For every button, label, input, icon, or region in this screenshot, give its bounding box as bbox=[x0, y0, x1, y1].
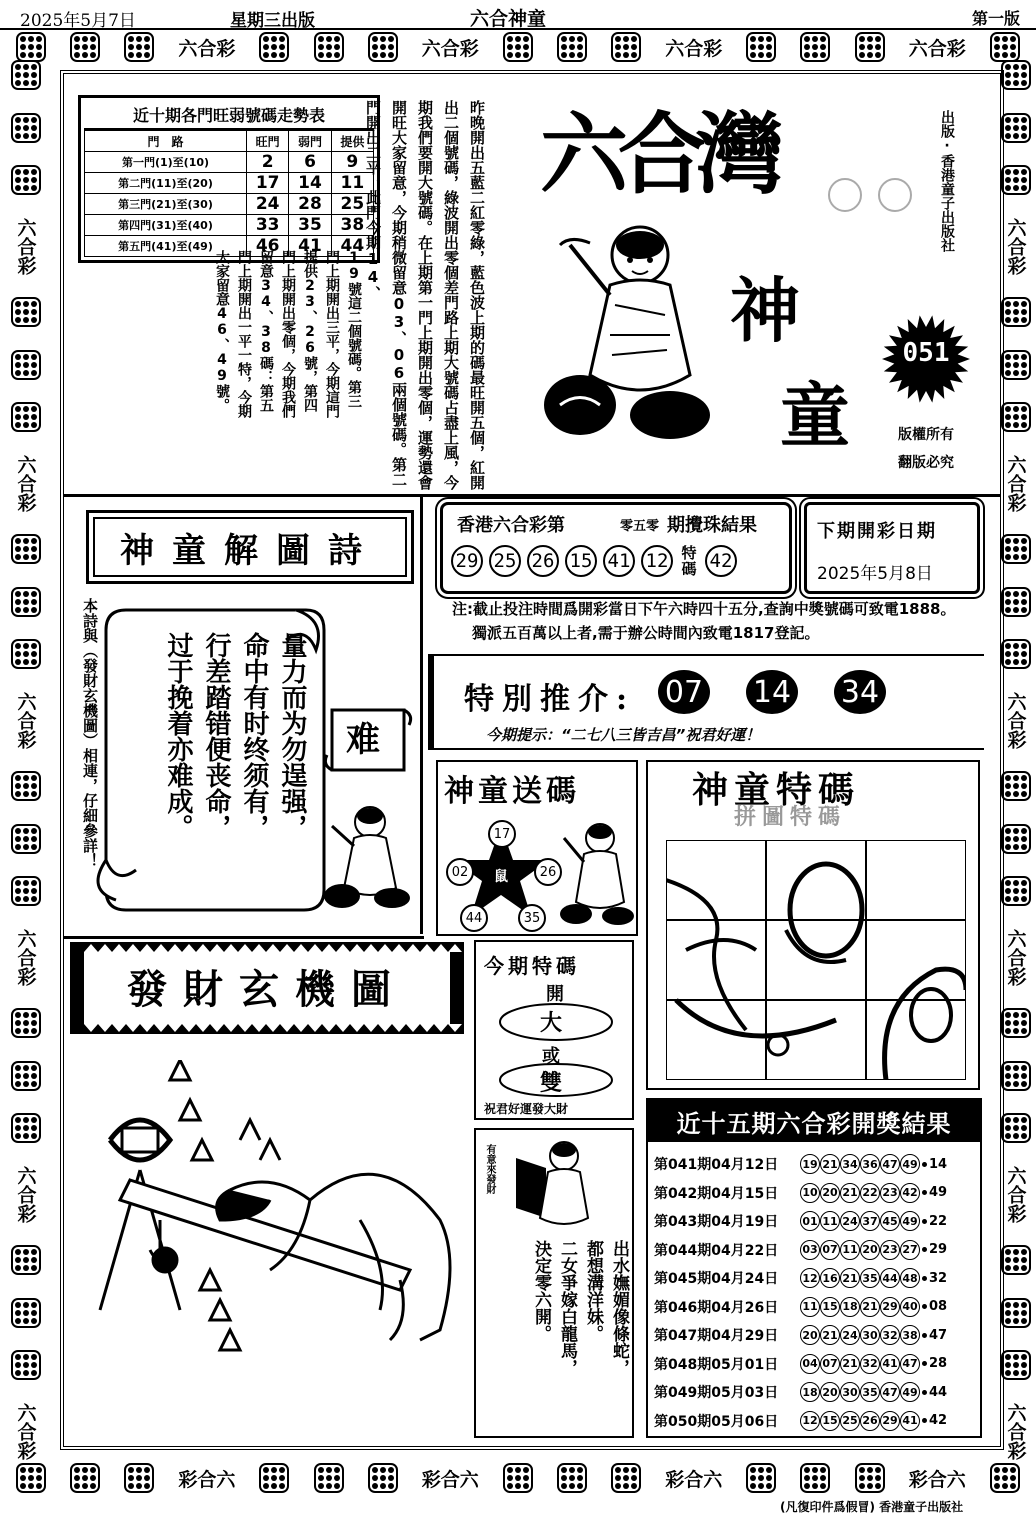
draw-result-box bbox=[440, 502, 792, 594]
dice-icon bbox=[1001, 1061, 1031, 1091]
special-dot bbox=[922, 1247, 927, 1252]
send-code-title: 神童送碼 bbox=[444, 774, 580, 809]
divider-line bbox=[64, 494, 1000, 497]
header-bar bbox=[0, 0, 1036, 30]
dice-icon bbox=[1001, 771, 1031, 801]
result-ball: 19 bbox=[800, 1154, 820, 1174]
result-special: 08 bbox=[929, 1299, 948, 1314]
result-ball: 42 bbox=[900, 1183, 920, 1203]
logo-shen-char: 神 bbox=[730, 269, 800, 352]
result-ball: 21 bbox=[860, 1297, 880, 1317]
result-ball: 03 bbox=[800, 1240, 820, 1260]
border-label: 六合彩 bbox=[14, 1165, 37, 1223]
dice-icon bbox=[11, 297, 41, 327]
result-label: 第041期04月12日 bbox=[654, 1157, 779, 1173]
dice-icon bbox=[1001, 402, 1031, 432]
trend-cell-cold: 14 bbox=[289, 173, 331, 194]
dice-icon bbox=[1001, 1113, 1031, 1143]
result-label: 第049期05月03日 bbox=[654, 1385, 779, 1401]
result-row bbox=[654, 1264, 947, 1292]
special-dot bbox=[922, 1162, 927, 1167]
result-label: 第047期04月29日 bbox=[654, 1328, 779, 1344]
result-row bbox=[654, 1179, 947, 1207]
send-ball-bottom-left: 44 bbox=[460, 904, 488, 932]
poem-line: 行差踏错便丧命， bbox=[201, 632, 231, 840]
result-ball: 16 bbox=[820, 1268, 840, 1288]
draw-balls bbox=[451, 545, 737, 577]
trend-table-title: 近十期各門旺弱號碼走勢表 bbox=[84, 101, 374, 130]
dice-icon bbox=[11, 402, 41, 432]
copyright-line-2: 翻版必究 bbox=[898, 455, 954, 471]
dice-icon bbox=[503, 32, 533, 62]
dice-icon bbox=[11, 1113, 41, 1143]
result-ball: 34 bbox=[840, 1154, 860, 1174]
draw-ball: 15 bbox=[565, 545, 597, 577]
dice-icon bbox=[70, 32, 100, 62]
special-dot bbox=[922, 1276, 927, 1281]
result-ball: 26 bbox=[860, 1411, 880, 1431]
result-ball: 24 bbox=[840, 1211, 860, 1231]
dice-icon bbox=[746, 1463, 776, 1493]
divider-line bbox=[420, 494, 423, 934]
recommend-title: 特別推介: bbox=[464, 682, 636, 717]
draw-ball: 29 bbox=[451, 545, 483, 577]
dice-icon bbox=[259, 32, 289, 62]
dice-icon bbox=[1001, 60, 1031, 90]
riddle-lines bbox=[510, 1240, 630, 1430]
dice-icon bbox=[746, 32, 776, 62]
result-ball: 21 bbox=[820, 1154, 840, 1174]
result-ball: 21 bbox=[820, 1325, 840, 1345]
analysis-text-cont: 19號這二個號碼。第三門上期開出三平，今期這門提供23、26號，第四門上期開出零個，今期我們留意34、38碼：第五門上期開出一平一特，今期大家留意46、49號。 bbox=[214, 250, 362, 418]
special-ball: 42 bbox=[705, 545, 737, 577]
puzzle-subtitle: 拼圖特碼 bbox=[734, 805, 847, 830]
recommend-ball: 14 bbox=[746, 670, 798, 714]
send-ball-right: 26 bbox=[534, 858, 562, 886]
result-label: 第048期05月01日 bbox=[654, 1356, 779, 1373]
send-code-box bbox=[436, 760, 638, 936]
border-label: 六合彩 bbox=[1004, 1165, 1027, 1223]
draw-title: 香港六合彩第 bbox=[457, 515, 565, 536]
recommend-ball: 34 bbox=[834, 670, 886, 714]
result-ball: 21 bbox=[840, 1183, 860, 1203]
dice-icon bbox=[1001, 1008, 1031, 1038]
logo-tong-char: 童 bbox=[780, 374, 850, 457]
trend-cell-gate: 第四門(31)至(40) bbox=[85, 215, 247, 236]
dice-icon bbox=[368, 1463, 398, 1493]
result-ball: 30 bbox=[840, 1382, 860, 1402]
result-ball: 32 bbox=[860, 1354, 880, 1374]
result-ball: 20 bbox=[800, 1325, 820, 1345]
result-ball: 27 bbox=[900, 1240, 920, 1260]
result-ball: 49 bbox=[900, 1154, 920, 1174]
dice-icon bbox=[124, 1463, 154, 1493]
poem-line: 命中有时终须有， bbox=[239, 632, 269, 840]
trend-cell-cold: 28 bbox=[289, 194, 331, 215]
dice-icon bbox=[124, 32, 154, 62]
trend-cell-hot: 24 bbox=[247, 194, 289, 215]
trend-cell-hot: 46 bbox=[247, 236, 289, 257]
special-dot bbox=[922, 1219, 927, 1224]
border-label: 六合彩 bbox=[14, 928, 37, 986]
result-ball: 04 bbox=[800, 1354, 820, 1374]
result-label: 第050期05月06日 bbox=[654, 1413, 779, 1430]
bottom-border-strip bbox=[16, 1463, 1020, 1493]
result-ball: 21 bbox=[840, 1268, 860, 1288]
dice-icon bbox=[855, 1463, 885, 1493]
result-ball: 35 bbox=[860, 1268, 880, 1288]
dice-icon bbox=[611, 1463, 641, 1493]
result-ball: 07 bbox=[820, 1354, 840, 1374]
dice-icon bbox=[11, 350, 41, 380]
next-draw-title: 下期開彩日期 bbox=[817, 521, 937, 542]
poem-line: 量力而为勿逞强， bbox=[277, 632, 307, 840]
border-label: 彩合六 bbox=[908, 1468, 966, 1491]
dice-icon bbox=[1001, 639, 1031, 669]
trend-cell-cold: 35 bbox=[289, 215, 331, 236]
puzzle-title: 神童特碼 bbox=[692, 769, 861, 811]
result-row bbox=[654, 1407, 947, 1435]
result-ball: 15 bbox=[820, 1411, 840, 1431]
fortune-title: 發財玄機圖 bbox=[127, 966, 407, 1013]
poem-note: 本詩與（發財玄機圖）相連，仔細參詳！ bbox=[81, 598, 99, 868]
dice-icon bbox=[1001, 824, 1031, 854]
special-dot bbox=[922, 1361, 927, 1366]
trend-cell-offer: 11 bbox=[331, 173, 373, 194]
recommend-box bbox=[428, 654, 984, 750]
border-label: 六合彩 bbox=[421, 37, 479, 60]
border-label: 彩合六 bbox=[421, 1468, 479, 1491]
issue-code-footer: 祝君好運發大財 bbox=[484, 1102, 569, 1116]
results-title: 近十五期六合彩開獎結果 bbox=[648, 1100, 980, 1142]
dice-icon bbox=[11, 1008, 41, 1038]
dice-icon bbox=[11, 534, 41, 564]
result-ball: 49 bbox=[900, 1211, 920, 1231]
result-ball: 10 bbox=[800, 1183, 820, 1203]
result-label: 第042期04月15日 bbox=[654, 1185, 779, 1202]
decor-circles bbox=[825, 175, 935, 215]
dice-icon bbox=[16, 32, 46, 62]
issue-code-open: 開 bbox=[546, 984, 564, 1005]
trend-cell-hot: 17 bbox=[247, 173, 289, 194]
result-ball: 25 bbox=[840, 1411, 860, 1431]
result-ball: 45 bbox=[880, 1211, 900, 1231]
trend-cell-cold: 6 bbox=[289, 152, 331, 173]
result-label: 第044期04月22日 bbox=[654, 1242, 779, 1259]
publish-date: 2025年5月7日 bbox=[20, 11, 136, 31]
special-dot bbox=[922, 1304, 927, 1309]
dice-icon bbox=[1001, 534, 1031, 564]
border-label: 六合彩 bbox=[1004, 691, 1027, 749]
dice-icon bbox=[1001, 350, 1031, 380]
trend-cell-gate: 第五門(41)至(49) bbox=[85, 236, 247, 257]
special-dot bbox=[922, 1333, 927, 1338]
result-ball: 11 bbox=[800, 1297, 820, 1317]
poem-tag-char: 难 bbox=[346, 720, 380, 760]
riddle-line: 出水嫵媚像條蛇， bbox=[609, 1240, 629, 1376]
send-ball-top: 17 bbox=[488, 820, 516, 848]
dice-icon bbox=[990, 32, 1020, 62]
col-gate: 門 路 bbox=[85, 131, 247, 152]
result-ball: 21 bbox=[840, 1354, 860, 1374]
dice-icon bbox=[16, 1463, 46, 1493]
result-ball: 20 bbox=[860, 1240, 880, 1260]
dice-icon bbox=[11, 639, 41, 669]
left-border-strip bbox=[6, 60, 46, 1460]
result-row bbox=[654, 1236, 947, 1264]
trend-cell-offer: 38 bbox=[331, 215, 373, 236]
boy-illustration bbox=[540, 205, 730, 465]
result-special: 14 bbox=[929, 1156, 948, 1172]
trend-cell-gate: 第一門(1)至(10) bbox=[85, 152, 247, 173]
send-ball-left: 02 bbox=[446, 858, 474, 886]
dice-icon bbox=[990, 1463, 1020, 1493]
result-special: 29 bbox=[929, 1242, 948, 1257]
trend-cell-gate: 第二門(11)至(20) bbox=[85, 173, 247, 194]
border-label: 六合彩 bbox=[908, 37, 966, 60]
border-label: 六合彩 bbox=[1004, 1402, 1027, 1460]
result-ball: 32 bbox=[880, 1325, 900, 1345]
result-ball: 49 bbox=[900, 1382, 920, 1402]
dice-icon bbox=[11, 587, 41, 617]
next-draw-box bbox=[804, 502, 980, 594]
send-ball-bottom-right: 35 bbox=[518, 904, 546, 932]
result-ball: 11 bbox=[840, 1240, 860, 1260]
special-label: 特碼 bbox=[681, 544, 697, 578]
riddle-line: 二女爭嫁白龍馬， bbox=[557, 1240, 577, 1376]
result-special: 49 bbox=[929, 1185, 948, 1200]
border-label: 六合彩 bbox=[1004, 454, 1027, 512]
trend-cell-hot: 33 bbox=[247, 215, 289, 236]
dice-icon bbox=[557, 1463, 587, 1493]
col-hot: 旺門 bbox=[247, 131, 289, 152]
footer-note: (凡復印件爲假冒) 香港童子出版社 bbox=[780, 1500, 964, 1514]
issue-code-or: 或 bbox=[542, 1046, 560, 1067]
result-label: 第045期04月24日 bbox=[654, 1271, 779, 1287]
dice-icon bbox=[1001, 1350, 1031, 1380]
draw-ball: 12 bbox=[641, 545, 673, 577]
result-label: 第046期04月26日 bbox=[654, 1299, 779, 1316]
poem-line: 过于挽着亦难成。 bbox=[163, 632, 193, 840]
dice-icon bbox=[1001, 113, 1031, 143]
col-offer: 提供 bbox=[331, 131, 373, 152]
border-label: 六合彩 bbox=[14, 1402, 37, 1460]
result-ball: 12 bbox=[800, 1268, 820, 1288]
dice-icon bbox=[11, 60, 41, 90]
result-ball: 44 bbox=[880, 1268, 900, 1288]
dice-icon bbox=[314, 32, 344, 62]
draw-issue: 零五零 bbox=[620, 519, 660, 534]
result-special: 28 bbox=[929, 1356, 948, 1371]
dice-icon bbox=[11, 1061, 41, 1091]
result-ball: 35 bbox=[860, 1382, 880, 1402]
dice-icon bbox=[368, 32, 398, 62]
paper-name: 六合神童 bbox=[470, 8, 547, 30]
border-label: 六合彩 bbox=[1004, 217, 1027, 275]
dice-icon bbox=[1001, 1298, 1031, 1328]
dice-icon bbox=[1001, 587, 1031, 617]
result-ball: 11 bbox=[820, 1211, 840, 1231]
dice-icon bbox=[557, 32, 587, 62]
puzzle-grid bbox=[666, 840, 966, 1080]
border-label: 彩合六 bbox=[178, 1468, 236, 1491]
result-row bbox=[654, 1378, 947, 1406]
draw-ball: 25 bbox=[489, 545, 521, 577]
draw-title-suffix: 期攪珠結果 bbox=[667, 515, 757, 536]
result-ball: 07 bbox=[820, 1240, 840, 1260]
result-ball: 29 bbox=[880, 1297, 900, 1317]
dice-icon bbox=[800, 32, 830, 62]
col-cold: 弱門 bbox=[289, 131, 331, 152]
result-row bbox=[654, 1293, 947, 1321]
dice-icon bbox=[11, 1298, 41, 1328]
dice-icon bbox=[11, 1350, 41, 1380]
divider-line bbox=[64, 936, 424, 939]
result-ball: 18 bbox=[840, 1297, 860, 1317]
special-dot bbox=[922, 1418, 927, 1423]
recommend-hint: 今期提示：“二七八三皆吉昌”祝君好運！ bbox=[486, 726, 761, 744]
issue-code-big: 大 bbox=[540, 1011, 563, 1036]
result-row bbox=[654, 1150, 947, 1178]
next-draw-date: 2025年5月8日 bbox=[817, 564, 933, 584]
result-ball: 47 bbox=[880, 1154, 900, 1174]
fortune-illustration bbox=[80, 1060, 460, 1360]
result-ball: 23 bbox=[880, 1240, 900, 1260]
trend-cell-offer: 9 bbox=[331, 152, 373, 173]
dice-icon bbox=[1001, 297, 1031, 327]
result-special: 44 bbox=[929, 1384, 948, 1400]
dice-icon bbox=[11, 824, 41, 854]
analysis-text-main: 昨晚開出五藍二紅零綠，藍色波上期的碼最旺開五個，紅開出二個號碼，綠波開出零個差門路上期大號碼占盡上風，今期我們要開大號碼。在上期第一門上期開出零個，運勢還會開旺大家留意，今期稍微留意03、06兩個號碼。第二門開出二平，此門今期14、 bbox=[364, 100, 486, 490]
recommend-balls bbox=[658, 670, 886, 714]
trend-cell-offer: 25 bbox=[331, 194, 373, 215]
boy-scroll-illustration bbox=[506, 1138, 606, 1238]
dice-icon bbox=[1001, 165, 1031, 195]
dice-icon bbox=[800, 1463, 830, 1493]
dice-icon bbox=[1001, 876, 1031, 906]
result-ball: 40 bbox=[900, 1297, 920, 1317]
result-special: 32 bbox=[929, 1270, 948, 1286]
dice-icon bbox=[11, 876, 41, 906]
trend-cell-cold: 41 bbox=[289, 236, 331, 257]
trend-cell-hot: 2 bbox=[247, 152, 289, 173]
note-line-2: 獨派五百萬以上者,需于辦公時間內致電1817登記。 bbox=[472, 624, 820, 642]
result-ball: 15 bbox=[820, 1297, 840, 1317]
border-label: 六合彩 bbox=[1004, 928, 1027, 986]
poem-title: 神童解圖詩 bbox=[86, 510, 414, 584]
issue-number: 051 bbox=[902, 338, 950, 368]
edition-label: 第一版 bbox=[972, 9, 1021, 28]
result-ball: 01 bbox=[800, 1211, 820, 1231]
result-ball: 30 bbox=[860, 1325, 880, 1345]
dice-icon bbox=[314, 1463, 344, 1493]
trend-cell-gate: 第三門(21)至(30) bbox=[85, 194, 247, 215]
draw-ball: 26 bbox=[527, 545, 559, 577]
dice-icon bbox=[11, 1245, 41, 1275]
result-ball: 41 bbox=[880, 1354, 900, 1374]
draw-ball: 41 bbox=[603, 545, 635, 577]
result-ball: 29 bbox=[880, 1411, 900, 1431]
trend-cell-offer: 44 bbox=[331, 236, 373, 257]
result-ball: 20 bbox=[820, 1382, 840, 1402]
dice-icon bbox=[11, 165, 41, 195]
border-label: 六合彩 bbox=[14, 691, 37, 749]
result-ball: 36 bbox=[860, 1154, 880, 1174]
border-label: 彩合六 bbox=[665, 1468, 723, 1491]
dice-icon bbox=[11, 771, 41, 801]
result-row bbox=[654, 1321, 947, 1349]
masthead-logo bbox=[540, 85, 860, 475]
dice-icon bbox=[503, 1463, 533, 1493]
copyright-line-1: 版權所有 bbox=[898, 427, 954, 443]
riddle-line: 決定零六開。 bbox=[531, 1240, 551, 1342]
border-label: 六合彩 bbox=[665, 37, 723, 60]
dice-icon bbox=[611, 32, 641, 62]
border-label: 六合彩 bbox=[14, 454, 37, 512]
result-special: 47 bbox=[929, 1327, 948, 1343]
results-box bbox=[646, 1098, 982, 1438]
publish-weekday: 星期三出版 bbox=[230, 11, 315, 31]
result-label: 第043期04月19日 bbox=[654, 1214, 779, 1230]
result-ball: 37 bbox=[860, 1211, 880, 1231]
logo-main-text: 六合灣 bbox=[540, 102, 775, 206]
result-ball: 12 bbox=[800, 1411, 820, 1431]
result-ball: 47 bbox=[900, 1354, 920, 1374]
boy-small-illustration bbox=[556, 818, 636, 928]
result-ball: 41 bbox=[900, 1411, 920, 1431]
dice-icon bbox=[259, 1463, 289, 1493]
result-ball: 38 bbox=[900, 1325, 920, 1345]
publisher-label: 出版·香港童子出版社 bbox=[939, 110, 955, 252]
border-label: 六合彩 bbox=[178, 37, 236, 60]
result-row bbox=[654, 1207, 947, 1235]
riddle-box bbox=[474, 1128, 634, 1438]
top-border-strip bbox=[16, 32, 1020, 62]
issue-code-box bbox=[474, 940, 634, 1120]
result-ball: 23 bbox=[880, 1183, 900, 1203]
dice-icon bbox=[70, 1463, 100, 1493]
special-dot bbox=[922, 1190, 927, 1195]
dice-icon bbox=[11, 113, 41, 143]
recommend-ball: 07 bbox=[658, 670, 710, 714]
result-special: 42 bbox=[929, 1413, 948, 1428]
result-ball: 47 bbox=[880, 1382, 900, 1402]
star-label: 鼠 bbox=[494, 869, 508, 885]
result-ball: 24 bbox=[840, 1325, 860, 1345]
note-line-1: 注:截止投注時間爲開彩當日下午六時四十五分,查詢中獎號碼可致電1888。 bbox=[452, 600, 956, 618]
result-ball: 20 bbox=[820, 1183, 840, 1203]
poem-lines bbox=[118, 632, 308, 892]
result-row bbox=[654, 1350, 947, 1378]
dice-icon bbox=[1001, 1245, 1031, 1275]
result-ball: 22 bbox=[860, 1183, 880, 1203]
result-ball: 18 bbox=[800, 1382, 820, 1402]
boy-small-illustration bbox=[318, 800, 414, 910]
border-label: 六合彩 bbox=[14, 217, 37, 275]
puzzle-box bbox=[646, 760, 980, 1090]
issue-code-title: 今期特碼 bbox=[484, 954, 580, 978]
boy-scroll-text: 有意來發財 bbox=[484, 1144, 495, 1194]
result-ball: 48 bbox=[900, 1268, 920, 1288]
issue-code-double: 雙 bbox=[540, 1071, 563, 1096]
dice-icon bbox=[855, 32, 885, 62]
result-special: 22 bbox=[929, 1213, 948, 1229]
special-dot bbox=[922, 1390, 927, 1395]
riddle-line: 都想溝洋妹。 bbox=[583, 1240, 603, 1342]
